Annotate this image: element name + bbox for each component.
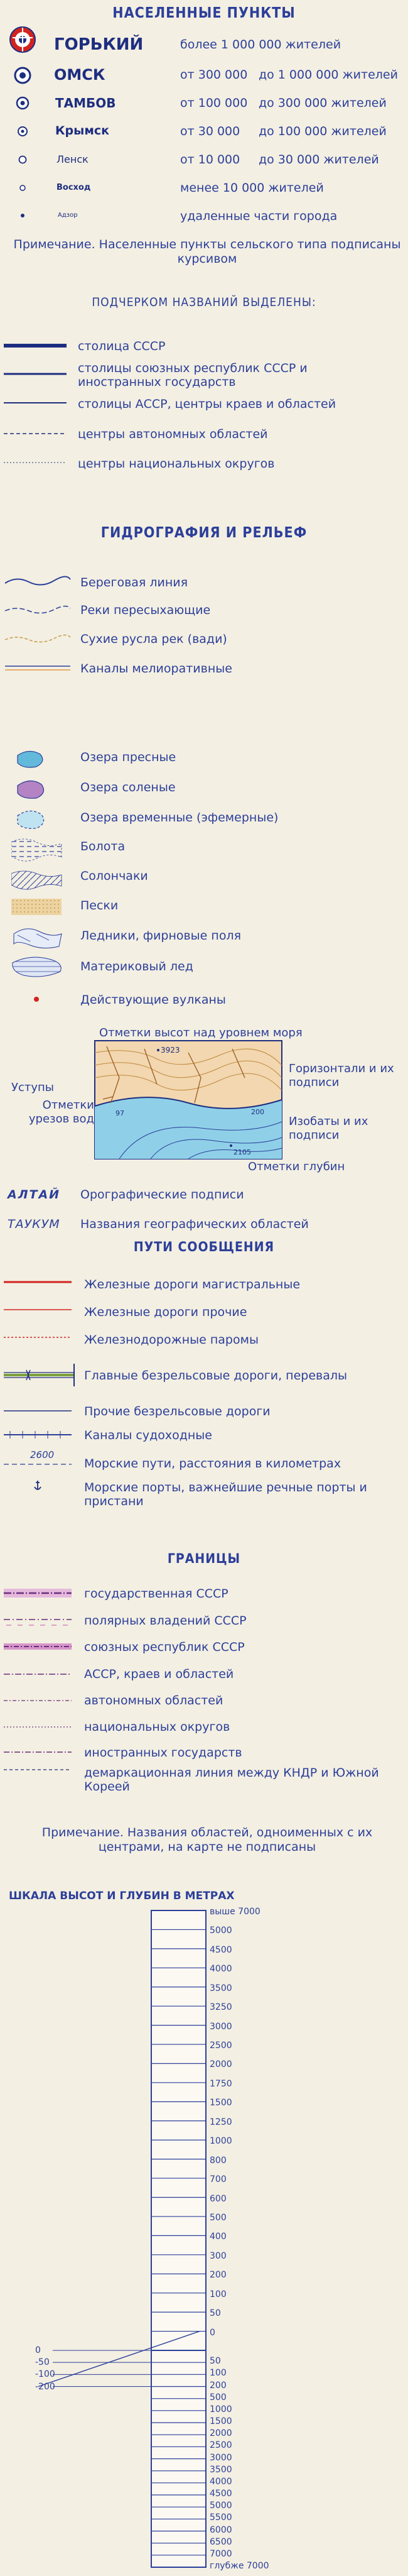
scale-height-label: 600 [210, 2193, 227, 2204]
scale-height-label: 3000 [210, 2021, 232, 2032]
transport-item-3: Железнодорожные паромы [84, 1333, 259, 1347]
scale-height-label: 700 [210, 2174, 227, 2185]
border-item-7: иностранных государств [84, 1746, 242, 1760]
hydro-area-samples [11, 748, 68, 1012]
scale-depth-label: 500 [210, 2392, 227, 2403]
polar-border-icon [4, 1620, 72, 1625]
border-samples [4, 1584, 78, 1772]
scale-height-label: 3500 [210, 1983, 232, 1993]
hydro-area-6: Пески [80, 899, 119, 913]
scale-depth-label: 7000 [210, 2548, 232, 2559]
scale-height-label: 1750 [210, 2078, 232, 2089]
orographic-sample: АЛТАЙ [8, 1188, 61, 1202]
scale-depth-label: 4500 [210, 2489, 232, 2499]
inset-elev-marks: Отметки высот над уровнем моря [99, 1026, 303, 1039]
settlements-title: НАСЕЛЕННЫЕ ПУНКТЫ [112, 5, 296, 21]
salt-lake-icon [18, 781, 44, 798]
pop-to-2: до 1 000 000 жителей [259, 68, 398, 82]
inset-water-marks: Отметки урезов вод [28, 1099, 94, 1126]
scale-height-label: 0 [210, 2327, 215, 2338]
hydro-area-3: Озера временные (эфемерные) [80, 811, 279, 825]
city-name-3: ТАМБОВ [55, 96, 116, 111]
scale-height-label: 50 [210, 2308, 221, 2319]
anchor-icon [33, 1479, 43, 1492]
height-depth-scale [0, 1904, 408, 2576]
hydro-area-5: Солончаки [80, 869, 148, 883]
inset-number-1: 3923 [161, 1046, 180, 1055]
sea-distance: 2600 [30, 1449, 55, 1461]
underline-item-2: столицы союзных республик СССР и иностранных государств [78, 361, 308, 389]
scale-depth-label: 4000 [210, 2476, 232, 2487]
scale-height-label: 5000 [210, 1926, 232, 1936]
transport-item-7: Морские пути, расстояния в километрах [84, 1457, 341, 1471]
city-circle-icon [15, 96, 30, 111]
hydro-line-4: Каналы мелиоративные [80, 662, 232, 676]
pop-from-4: от 30 000 [180, 124, 240, 138]
hydro-area-4: Болота [80, 840, 126, 853]
sand-icon [11, 899, 62, 915]
pop-to-4: до 100 000 жителей [259, 124, 387, 138]
scale-depth-label: 3000 [210, 2452, 232, 2463]
swamp-icon [11, 839, 62, 861]
pop-to-5: до 30 000 жителей [259, 153, 379, 167]
relief-inset-map [94, 1040, 282, 1159]
scale-height-label: 3250 [210, 2002, 232, 2013]
village-icon [19, 184, 26, 192]
scale-height-label: 800 [210, 2155, 227, 2166]
scale-height-label: 1500 [210, 2098, 232, 2108]
orographic-label: Орографические подписи [80, 1188, 244, 1202]
border-item-1: государственная СССР [84, 1587, 228, 1601]
underline-item-1: столица СССР [78, 339, 166, 353]
scale-left-mark: -100 [35, 2369, 55, 2380]
underline-item-3: столицы АССР, центры краев и областей [78, 397, 336, 411]
underline-item-5: центры национальных округов [78, 457, 275, 471]
scale-depth-label: 1000 [210, 2404, 232, 2414]
geographic-sample: ТАУКУМ [8, 1217, 60, 1231]
scale-depth-label: 6500 [210, 2536, 232, 2547]
glacier-icon [14, 929, 62, 948]
scale-depth-label: 5500 [210, 2513, 232, 2523]
main-road-icon [4, 1364, 74, 1386]
hydro-line-2: Реки пересыхающие [80, 603, 211, 617]
transport-item-6: Каналы судоходные [84, 1428, 212, 1442]
transport-item-2: Железные дороги прочие [84, 1305, 247, 1319]
inset-isobaths: Изобаты и их подписи [289, 1115, 368, 1142]
scale-depth-label: глубже 7000 [210, 2561, 269, 2571]
large-city-icon [13, 65, 33, 85]
scale-depth-label: 100 [210, 2368, 227, 2379]
border-item-6: национальных округов [84, 1720, 230, 1734]
hydro-title: ГИДРОГРАФИЯ И РЕЛЬЕФ [100, 525, 308, 541]
city-name-2: ОМСК [54, 66, 105, 84]
small-town-icon [18, 155, 28, 165]
canal-icon [4, 1431, 72, 1439]
town-circle-icon [16, 125, 29, 138]
ephemeral-lake-icon [18, 811, 44, 828]
hydro-area-1: Озера пресные [80, 750, 176, 764]
ice-sheet-icon [13, 957, 61, 977]
inset-depth-marks: Отметки глубин [248, 1160, 345, 1173]
scale-height-label: 2500 [210, 2041, 232, 2051]
republic-border-icon [4, 1643, 72, 1650]
capital-star-icon [4, 25, 44, 57]
scale-frame [151, 1910, 206, 2567]
hydro-area-9: Действующие вулканы [80, 993, 226, 1007]
scale-depth-label: 3500 [210, 2464, 232, 2475]
salt-marsh-icon [11, 871, 62, 889]
inset-cliffs: Уступы [11, 1081, 54, 1094]
hydro-area-8: Материковый лед [80, 960, 193, 973]
hydro-line-1: Береговая линия [80, 576, 188, 589]
inset-number-3: 200 [251, 1108, 264, 1116]
transport-item-5: Прочие безрельсовые дороги [84, 1405, 271, 1418]
border-item-4: АССР, краев и областей [84, 1667, 234, 1681]
scale-depth-label: 1500 [210, 2416, 232, 2426]
pop-range-1: более 1 000 000 жителей [180, 38, 341, 52]
scale-depth-label: 6000 [210, 2524, 232, 2535]
city-name-4: Крымск [55, 124, 110, 138]
border-item-8: демаркационная линия между КНДР и Южной Кореей [84, 1766, 379, 1794]
scale-depth-label: 2000 [210, 2428, 232, 2439]
volcano-icon [34, 997, 39, 1002]
scale-height-label: выше 7000 [210, 1907, 260, 1917]
geographic-label: Названия географических областей [80, 1217, 309, 1231]
border-item-2: полярных владений СССР [84, 1614, 247, 1628]
transport-samples [4, 1269, 78, 1477]
scale-height-label: 300 [210, 2250, 227, 2261]
hydro-line-samples [4, 572, 73, 679]
pop-range-6: менее 10 000 жителей [180, 181, 324, 195]
pop-from-3: от 100 000 [180, 96, 248, 110]
scale-height-label: 200 [210, 2270, 227, 2281]
transport-title: ПУТИ СООБЩЕНИЯ [133, 1239, 275, 1254]
border-item-5: автономных областей [84, 1694, 223, 1707]
state-border-icon [4, 1589, 72, 1598]
city-name-6: Восход [56, 183, 91, 192]
hydro-area-2: Озера соленые [80, 781, 176, 794]
scale-title: ШКАЛА ВЫСОТ И ГЛУБИН В МЕТРАХ [9, 1890, 235, 1902]
scale-depth-label: 200 [210, 2380, 227, 2391]
hydro-area-7: Ледники, фирновые поля [80, 929, 242, 943]
borders-note: Примечание. Названия областей, одноименных с их центрами, на карте не подписаны [41, 1826, 373, 1854]
inset-number-4: 2105 [234, 1148, 251, 1156]
hydro-line-3: Сухие русла рек (вади) [80, 632, 227, 646]
underline-title: ПОДЧЕРКОМ НАЗВАНИЙ ВЫДЕЛЕНЫ: [92, 295, 316, 309]
city-part-dot-icon [19, 212, 26, 219]
scale-height-label: 400 [210, 2232, 227, 2242]
city-name-1: ГОРЬКИЙ [54, 35, 144, 54]
pop-from-5: от 10 000 [180, 153, 240, 167]
scale-height-label: 4500 [210, 1944, 232, 1955]
scale-depth-label: 5000 [210, 2501, 232, 2511]
underline-item-4: центры автономных областей [78, 427, 268, 441]
scale-left-mark: 0 [35, 2345, 41, 2355]
underline-samples [4, 339, 69, 465]
inset-contours: Горизонтали и их подписи [289, 1062, 394, 1089]
border-item-3: союзных республик СССР [84, 1640, 245, 1654]
pop-to-3: до 300 000 жителей [259, 96, 387, 110]
scale-height-label: 500 [210, 2212, 227, 2223]
scale-depth-label: 50 [210, 2356, 221, 2367]
transport-item-1: Железные дороги магистральные [84, 1278, 301, 1291]
fresh-lake-icon [18, 751, 43, 767]
scale-height-label: 4000 [210, 1964, 232, 1975]
scale-left-mark: -200 [35, 2381, 55, 2392]
scale-height-label: 2000 [210, 2059, 232, 2070]
city-name-5: Ленск [56, 153, 89, 165]
pop-from-2: от 300 000 [180, 68, 248, 82]
scale-depth-label: 2500 [210, 2440, 232, 2451]
scale-height-label: 1000 [210, 2136, 232, 2147]
transport-item-8: Морские порты, важнейшие речные порты и пристани [84, 1481, 367, 1508]
borders-title: ГРАНИЦЫ [167, 1551, 241, 1566]
scale-height-label: 100 [210, 2289, 227, 2299]
scale-left-mark: -50 [35, 2357, 50, 2368]
inset-number-2: 97 [115, 1109, 124, 1117]
pop-range-7: удаленные части города [180, 209, 338, 223]
city-name-7: Адзор [58, 212, 78, 219]
settlements-note: Примечание. Населенные пункты сельского типа подписаны курсивом [13, 238, 401, 266]
scale-height-label: 1250 [210, 2117, 232, 2127]
transport-item-4: Главные безрельсовые дороги, перевалы [84, 1369, 348, 1383]
